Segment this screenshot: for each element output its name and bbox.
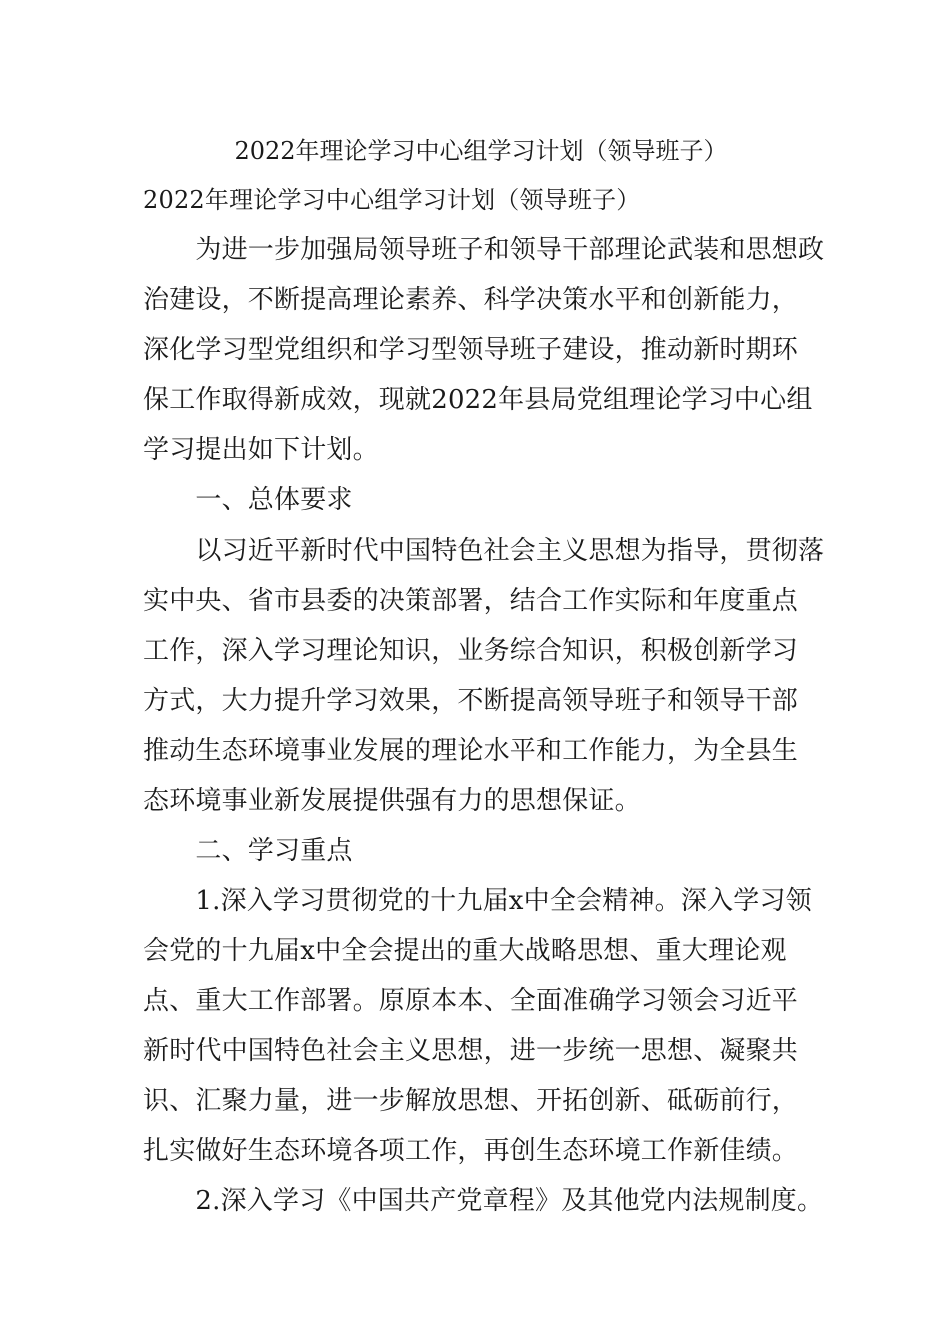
paragraph-line: 扎实做好生态环境各项工作，再创生态环境工作新佳绩。 bbox=[143, 1136, 799, 1166]
paragraph-line: 深化学习型党组织和学习型领导班子建设，推动新时期环 bbox=[143, 335, 799, 365]
paragraph-line: 态环境事业新发展提供强有力的思想保证。 bbox=[143, 786, 641, 816]
paragraph-line: 实中央、省市县委的决策部署，结合工作实际和年度重点 bbox=[143, 586, 799, 616]
paragraph-line: 工作，深入学习理论知识，业务综合知识，积极创新学习 bbox=[143, 636, 799, 666]
paragraph-line: 1.深入学习贯彻党的十九届x中全会精神。深入学习领 bbox=[143, 886, 812, 916]
paragraph-line: 治建设，不断提高理论素养、科学决策水平和创新能力， bbox=[143, 285, 799, 315]
paragraph-line: 点、重大工作部署。原原本本、全面准确学习领会习近平 bbox=[143, 986, 799, 1016]
paragraph-line: 保工作取得新成效，现就2022年县局党组理论学习中心组 bbox=[143, 385, 813, 415]
paragraph-line: 方式，大力提升学习效果，不断提高领导班子和领导干部 bbox=[143, 686, 799, 716]
paragraph-line: 推动生态环境事业发展的理论水平和工作能力，为全县生 bbox=[143, 736, 799, 766]
paragraph-line: 为进一步加强局领导班子和领导干部理论武装和思想政 bbox=[143, 235, 825, 265]
paragraph-line: 识、汇聚力量，进一步解放思想、开拓创新、砥砺前行， bbox=[143, 1086, 799, 1116]
document-title: 2022年理论学习中心组学习计划（领导班子） bbox=[234, 137, 728, 165]
paragraph-line: 会党的十九届x中全会提出的重大战略思想、重大理论观 bbox=[143, 936, 787, 966]
section-heading: 一、总体要求 bbox=[143, 485, 353, 515]
document-subtitle: 2022年理论学习中心组学习计划（领导班子） bbox=[143, 186, 641, 214]
paragraph-line: 新时代中国特色社会主义思想，进一步统一思想、凝聚共 bbox=[143, 1036, 799, 1066]
paragraph-line: 2.深入学习《中国共产党章程》及其他党内法规制度。 bbox=[143, 1186, 824, 1216]
paragraph-line: 以习近平新时代中国特色社会主义思想为指导，贯彻落 bbox=[143, 536, 825, 566]
paragraph-line: 学习提出如下计划。 bbox=[143, 435, 379, 465]
section-heading: 二、学习重点 bbox=[143, 836, 353, 866]
